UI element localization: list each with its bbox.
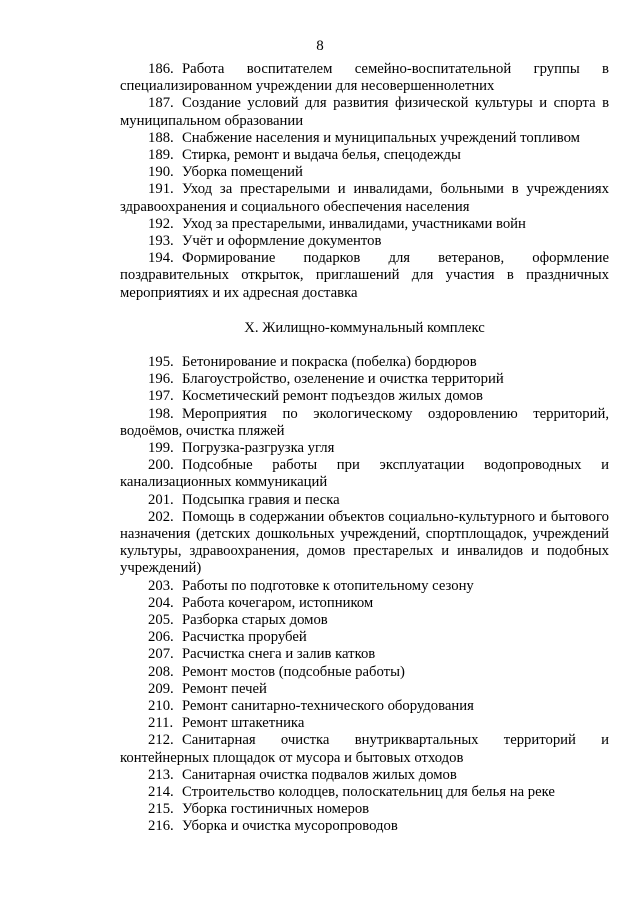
- item-text: Ремонт мостов (подсобные работы): [182, 663, 405, 680]
- item-number: 216.: [148, 818, 174, 835]
- item-number: 192.: [148, 215, 174, 232]
- item-text: Работа кочегаром, истопником: [182, 594, 374, 611]
- list-item: [120, 629, 609, 646]
- list-item: [120, 354, 609, 371]
- list-item: [120, 406, 609, 440]
- item-text: Строительство колодцев, полоскательниц для белья на реке: [182, 784, 555, 801]
- item-number: 215.: [148, 801, 174, 818]
- item-text: Уход за престарелыми, инвалидами, участниками войн: [182, 215, 526, 232]
- item-text: Создание условий для развития физической культуры и спорта в муниципальном образовании: [120, 95, 609, 129]
- item-text: Уборка помещений: [182, 164, 303, 181]
- item-text: Расчистка прорубей: [182, 629, 307, 646]
- list-item: [120, 181, 609, 215]
- item-number: 189.: [148, 147, 174, 164]
- item-text: Разборка старых домов: [182, 612, 328, 629]
- list-item: [120, 732, 609, 766]
- item-number: 204.: [148, 594, 174, 611]
- item-text: Помощь в содержании объектов социально-культурного и бытового назначения (детских дошкольных учреждений, спортплощадок, учреждений культуры, здравоохранения, домов престарелых и инвалидов и подобных учреждений): [120, 508, 609, 577]
- page-number: 8: [316, 38, 324, 54]
- item-number: 212.: [148, 732, 174, 749]
- item-text: Уход за престарелыми и инвалидами, больными в учреждениях здравоохранения и социального обеспечения населения: [120, 181, 609, 215]
- list-item: [120, 784, 609, 801]
- item-number: 205.: [148, 612, 174, 629]
- item-text: Ремонт штакетника: [182, 715, 305, 732]
- list-item: [120, 388, 609, 405]
- list-group-social: [120, 61, 609, 302]
- item-number: 201.: [148, 491, 174, 508]
- item-text: Уборка и очистка мусоропроводов: [182, 818, 398, 835]
- list-item: [120, 715, 609, 732]
- item-number: 206.: [148, 629, 174, 646]
- item-number: 191.: [148, 181, 174, 198]
- item-number: 208.: [148, 663, 174, 680]
- list-item: [120, 164, 609, 181]
- item-number: 190.: [148, 164, 174, 181]
- section-heading: X. Жилищно-коммунальный комплекс: [244, 320, 485, 336]
- list-item: [120, 698, 609, 715]
- item-number: 202.: [148, 508, 174, 525]
- item-text: Косметический ремонт подъездов жилых домов: [182, 388, 483, 405]
- list-item: [120, 95, 609, 129]
- item-number: 213.: [148, 766, 174, 783]
- item-number: 193.: [148, 233, 174, 250]
- item-text: Работы по подготовке к отопительному сезону: [182, 577, 474, 594]
- list-item: [120, 801, 609, 818]
- item-text: Санитарная очистка внутриквартальных территорий и контейнерных площадок от мусора и бытовых отходов: [120, 732, 609, 766]
- item-number: 203.: [148, 577, 174, 594]
- list-item: [120, 681, 609, 698]
- item-number: 188.: [148, 129, 174, 146]
- list-item: [120, 457, 609, 491]
- list-item: [120, 818, 609, 835]
- item-text: Уборка гостиничных номеров: [182, 801, 370, 818]
- list-item: [120, 664, 609, 681]
- item-number: 211.: [148, 715, 174, 732]
- item-text: Мероприятия по экологическому оздоровлению территорий, водоёмов, очистка пляжей: [120, 405, 609, 439]
- list-item: [120, 147, 609, 164]
- list-item: [120, 492, 609, 509]
- list-item: [120, 440, 609, 457]
- list-item: [120, 612, 609, 629]
- item-text: Стирка, ремонт и выдача белья, спецодежды: [182, 147, 461, 164]
- item-text: Санитарная очистка подвалов жилых домов: [182, 766, 457, 783]
- item-number: 196.: [148, 371, 174, 388]
- item-number: 199.: [148, 440, 174, 457]
- list-item: [120, 216, 609, 233]
- list-item: [120, 646, 609, 663]
- item-text: Расчистка снега и залив катков: [182, 646, 376, 663]
- item-number: 200.: [148, 457, 174, 474]
- list-group-housing: [120, 354, 609, 836]
- item-text: Ремонт санитарно-технического оборудования: [182, 698, 474, 715]
- item-number: 198.: [148, 405, 174, 422]
- item-number: 214.: [148, 784, 174, 801]
- item-text: Благоустройство, озеленение и очистка территорий: [182, 371, 504, 388]
- item-text: Формирование подарков для ветеранов, оформление поздравительных открыток, приглашений для участия в праздничных мероприятиях и их адресная доставка: [120, 250, 609, 301]
- item-number: 210.: [148, 698, 174, 715]
- list-item: [120, 233, 609, 250]
- item-text: Снабжение населения и муниципальных учреждений топливом: [182, 129, 580, 146]
- list-item: [120, 250, 609, 302]
- list-item: [120, 595, 609, 612]
- item-text: Погрузка-разгрузка угля: [182, 440, 335, 457]
- item-number: 194.: [148, 250, 174, 267]
- list-item: [120, 578, 609, 595]
- item-text: Ремонт печей: [182, 680, 267, 697]
- item-number: 209.: [148, 680, 174, 697]
- item-text: Подсыпка гравия и песка: [182, 491, 340, 508]
- list-item: [120, 371, 609, 388]
- list-item: [120, 509, 609, 578]
- item-text: Бетонирование и покраска (побелка) бордюров: [182, 354, 477, 370]
- item-number: 195.: [148, 354, 174, 370]
- item-number: 187.: [148, 95, 174, 112]
- item-text: Учёт и оформление документов: [182, 233, 382, 250]
- item-text: Подсобные работы при эксплуатации водопроводных и канализационных коммуникаций: [120, 457, 609, 491]
- item-number: 207.: [148, 646, 174, 663]
- item-text: Работа воспитателем семейно-воспитательной группы в специализированном учреждении для несовершеннолетних: [120, 61, 609, 95]
- list-item: [120, 61, 609, 95]
- item-number: 197.: [148, 388, 174, 405]
- list-item: [120, 767, 609, 784]
- item-number: 186.: [148, 61, 174, 77]
- list-item: [120, 130, 609, 147]
